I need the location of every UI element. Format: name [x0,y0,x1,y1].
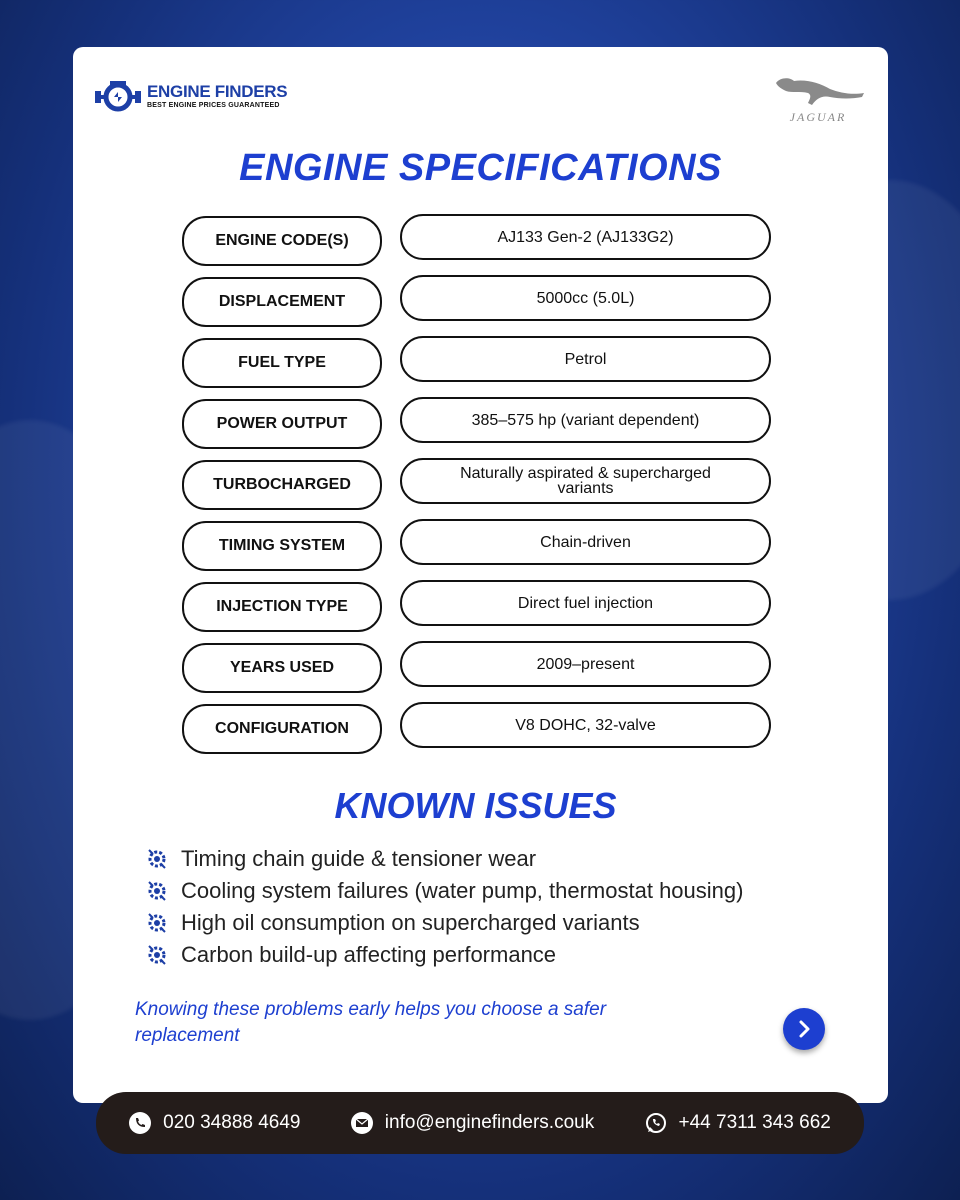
spec-value: Chain-driven [400,519,771,565]
gear-wrench-icon [145,847,169,871]
phone-number: 020 34888 4649 [163,1112,301,1133]
gear-wrench-icon [145,943,169,967]
spec-row [182,704,776,754]
spec-row [182,582,776,632]
chevron-right-icon [794,1019,814,1039]
email-contact[interactable] [351,1112,594,1134]
spec-value: V8 DOHC, 32-valve [400,702,771,748]
next-button[interactable] [783,1008,825,1050]
spec-row [182,399,776,449]
spec-label: POWER OUTPUT [182,399,382,449]
whatsapp-icon [645,1112,667,1134]
spec-label: FUEL TYPE [182,338,382,388]
known-issues-title: KNOWN ISSUES [334,785,617,826]
phone-icon [129,1112,151,1134]
issues-list [145,843,743,971]
spec-row [182,521,776,571]
spec-label: TIMING SYSTEM [182,521,382,571]
spec-label: YEARS USED [182,643,382,693]
spec-row [182,460,776,510]
issue-text: Cooling system failures (water pump, thermostat housing) [181,878,744,903]
spec-row [182,338,776,388]
gear-wrench-icon [145,911,169,935]
phone-contact[interactable] [129,1112,300,1134]
issue-text: Carbon build-up affecting performance [181,942,557,967]
list-item [145,875,743,907]
spec-value: Naturally aspirated & supercharged variants [400,458,771,504]
spec-value: 5000cc (5.0L) [400,275,771,321]
jaguar-wordmark: JAGUAR [789,110,847,124]
page-title: ENGINE SPECIFICATIONS [239,147,722,189]
spec-value: 385–575 hp (variant dependent) [400,397,771,443]
email-address: info@enginefinders.couk [384,1112,595,1133]
email-icon [351,1112,373,1134]
spec-value: Direct fuel injection [400,580,771,626]
spec-value: AJ133 Gen-2 (AJ133G2) [400,214,771,260]
list-item [145,907,743,939]
list-item [145,939,743,971]
jaguar-logo [768,73,868,125]
jaguar-leaper-icon [768,73,868,113]
brand-name: ENGINE FINDERS [147,81,288,101]
engine-logo-icon [93,79,143,113]
brand-tagline: BEST ENGINE PRICES GUARANTEED [147,101,280,109]
spec-row [182,277,776,327]
spec-value: 2009–present [400,641,771,687]
spec-label: CONFIGURATION [182,704,382,754]
list-item [145,843,743,875]
spec-row [182,643,776,693]
spec-label: DISPLACEMENT [182,277,382,327]
gear-wrench-icon [145,879,169,903]
spec-label: ENGINE CODE(S) [182,216,382,266]
contact-footer [96,1092,864,1154]
whatsapp-contact[interactable] [645,1112,831,1134]
spec-label: INJECTION TYPE [182,582,382,632]
whatsapp-number: +44 7311 343 662 [678,1112,831,1133]
issue-text: High oil consumption on supercharged variants [181,910,640,935]
spec-value: Petrol [400,336,771,382]
spec-card [73,47,888,1103]
brand[interactable] [93,79,287,113]
spec-label: TURBOCHARGED [182,460,382,510]
spec-row [182,216,776,266]
closing-note: Knowing these problems early helps you choose a safer replacement [135,999,607,1046]
issue-text: Timing chain guide & tensioner wear [181,846,537,871]
